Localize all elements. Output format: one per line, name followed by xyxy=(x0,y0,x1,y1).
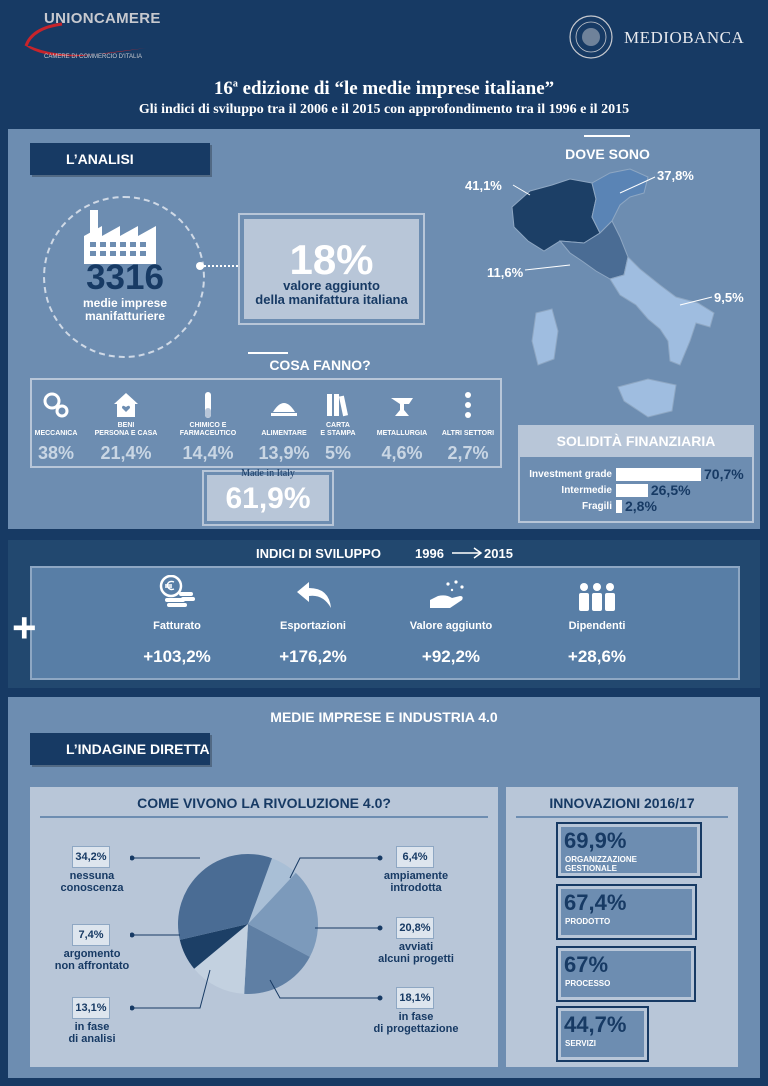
pie-value-label: 18,1% xyxy=(396,987,434,1009)
sector-label: MECCANICA xyxy=(34,430,78,437)
indice-valore-aggiunto-label: Valore aggiunto xyxy=(409,620,493,632)
innovazioni-title: INNOVAZIONI 2016/17 xyxy=(549,795,695,811)
solidita-bar xyxy=(616,468,701,481)
pie-value-label: 7,4% xyxy=(72,924,110,946)
sector-label: CARTA E STAMPA xyxy=(320,422,356,437)
test-tube-icon xyxy=(193,390,223,420)
innovazione-label: PROCESSO xyxy=(565,979,611,988)
made-in-italy-value: 61,9% xyxy=(225,482,311,515)
gears-icon xyxy=(41,390,71,420)
innovazione-value: 67% xyxy=(564,952,609,977)
sector-value: 38% xyxy=(37,443,75,463)
share-percentage: 18% xyxy=(289,236,374,283)
solidita-title: SOLIDITÀ FINANZIARIA xyxy=(556,433,716,449)
sector-label: METALLURGIA xyxy=(376,430,428,437)
innovazione-label: PRODOTTO xyxy=(565,917,611,926)
solidita-label: Investment grade xyxy=(529,469,612,480)
innovazione-value: 69,9% xyxy=(564,828,627,853)
factory-icon xyxy=(80,206,160,266)
dots-icon xyxy=(453,390,483,420)
pie-category-label: in fase di progettazione xyxy=(373,1011,459,1035)
pie-value-label: 6,4% xyxy=(396,846,434,868)
sector-label: ALTRI SETTORI xyxy=(441,430,495,437)
coins-icon xyxy=(157,575,197,611)
indice-valore-aggiunto-value: +92,2% xyxy=(421,647,481,666)
share-label: valore aggiunto della manifattura italiana xyxy=(255,278,408,307)
innovazione-label: SERVIZI xyxy=(565,1039,596,1048)
food-icon xyxy=(269,390,299,420)
imprese-label: medie imprese manifatturiere xyxy=(82,296,168,323)
sector-value: 4,6% xyxy=(381,443,423,463)
mediobanca-seal-icon xyxy=(568,14,614,60)
indice-fatturato-value: +103,2% xyxy=(143,647,211,666)
come-vivono-rule xyxy=(40,816,488,818)
export-arrow-icon xyxy=(295,578,335,614)
sector-value: 21,4% xyxy=(100,443,152,463)
innovazione-value: 67,4% xyxy=(564,890,627,915)
industria-title: MEDIE IMPRESE E INDUSTRIA 4.0 xyxy=(270,709,498,725)
pie-category-label: avviati alcuni progetti xyxy=(378,941,454,965)
made-in-italy-label: Made in Italy xyxy=(241,468,295,479)
page-subtitle: Gli indici di sviluppo tra il 2006 e il 2015 con approfondimento tra il 1996 e il 2015 xyxy=(138,102,630,117)
come-vivono-title: COME VIVONO LA RIVOLUZIONE 4.0? xyxy=(137,795,391,811)
indagine-ribbon: L’INDAGINE DIRETTA xyxy=(30,733,210,765)
indice-esportazioni-label: Esportazioni xyxy=(279,620,346,632)
cosa-fanno-title: COSA FANNO? xyxy=(269,357,371,373)
map-value-sud: 9,5% xyxy=(714,290,744,305)
page-title: 16$^a$ edizione di “le medie imprese italiane” xyxy=(213,78,555,99)
house-heart-icon xyxy=(111,390,141,420)
map-value-nord-ovest: 41,1% xyxy=(465,178,502,193)
solidita-bar xyxy=(616,500,622,513)
pie-value-label: 13,1% xyxy=(72,997,110,1019)
sector-value: 5% xyxy=(324,443,351,463)
mediobanca-name: MEDIOBANCA xyxy=(624,28,745,47)
solidita-value: 26,5% xyxy=(650,482,691,498)
dove-title-rule xyxy=(584,135,630,137)
indici-title: INDICI DI SVILUPPO xyxy=(256,546,381,561)
indice-fatturato-label: Fatturato xyxy=(153,620,201,632)
dove-sono-title: DOVE SONO xyxy=(565,146,650,162)
unioncamere-name: UNIONCAMERE xyxy=(44,10,161,27)
innovazioni-rule xyxy=(516,816,728,818)
imprese-count: 3316 xyxy=(86,258,164,297)
connector-line xyxy=(200,265,238,267)
solidita-bar xyxy=(616,484,648,497)
sector-label: CHIMICO E FARMACEUTICO xyxy=(179,422,237,437)
cosa-title-rule xyxy=(248,352,288,354)
innovazione-value: 44,7% xyxy=(564,1012,627,1037)
solidita-value: 2,8% xyxy=(625,498,657,514)
indici-year-to: 2015 xyxy=(484,546,513,561)
pie-category-label: argomento non affrontato xyxy=(54,948,130,972)
pie-value-label: 20,8% xyxy=(396,917,434,939)
solidita-label: Fragili xyxy=(581,501,612,512)
books-icon xyxy=(323,390,353,420)
sector-value: 2,7% xyxy=(447,443,489,463)
pie-value-label: 34,2% xyxy=(72,846,110,868)
analisi-ribbon: L’ANALISI xyxy=(30,143,210,175)
sector-value: 14,4% xyxy=(182,443,234,463)
indice-dipendenti-label: Dipendenti xyxy=(568,620,626,632)
pie-category-label: nessuna conoscenza xyxy=(60,870,124,894)
solidita-label: Intermedie xyxy=(561,485,612,496)
unioncamere-subtitle: CAMERE DI COMMERCIO D'ITALIA xyxy=(44,54,143,60)
sector-value: 13,9% xyxy=(258,443,310,463)
map-value-nord-est: 37,8% xyxy=(657,168,694,183)
plus-sign: + xyxy=(12,604,37,651)
pie-category-label: in fase di analisi xyxy=(68,1021,116,1045)
pie-category-label: ampiamente introdotta xyxy=(383,870,449,894)
map-value-centro: 11,6% xyxy=(487,265,524,280)
pie-leader-lines xyxy=(130,840,410,1020)
indice-dipendenti-value: +28,6% xyxy=(567,647,627,666)
indice-esportazioni-value: +176,2% xyxy=(279,647,347,666)
indici-year-from: 1996 xyxy=(415,546,444,561)
map-region-sicilia xyxy=(618,379,676,417)
map-leaders xyxy=(500,165,730,325)
anvil-icon xyxy=(387,390,417,420)
solidita-value: 70,7% xyxy=(704,466,744,482)
sector-label: BENI PERSONA E CASA xyxy=(94,422,158,437)
connector-dot xyxy=(196,262,204,270)
hand-sparkle-icon xyxy=(428,578,468,614)
innovazione-label: ORGANIZZAZIONE GESTIONALE xyxy=(565,855,637,873)
people-icon xyxy=(577,580,617,616)
sector-label: ALIMENTARE xyxy=(261,430,307,437)
